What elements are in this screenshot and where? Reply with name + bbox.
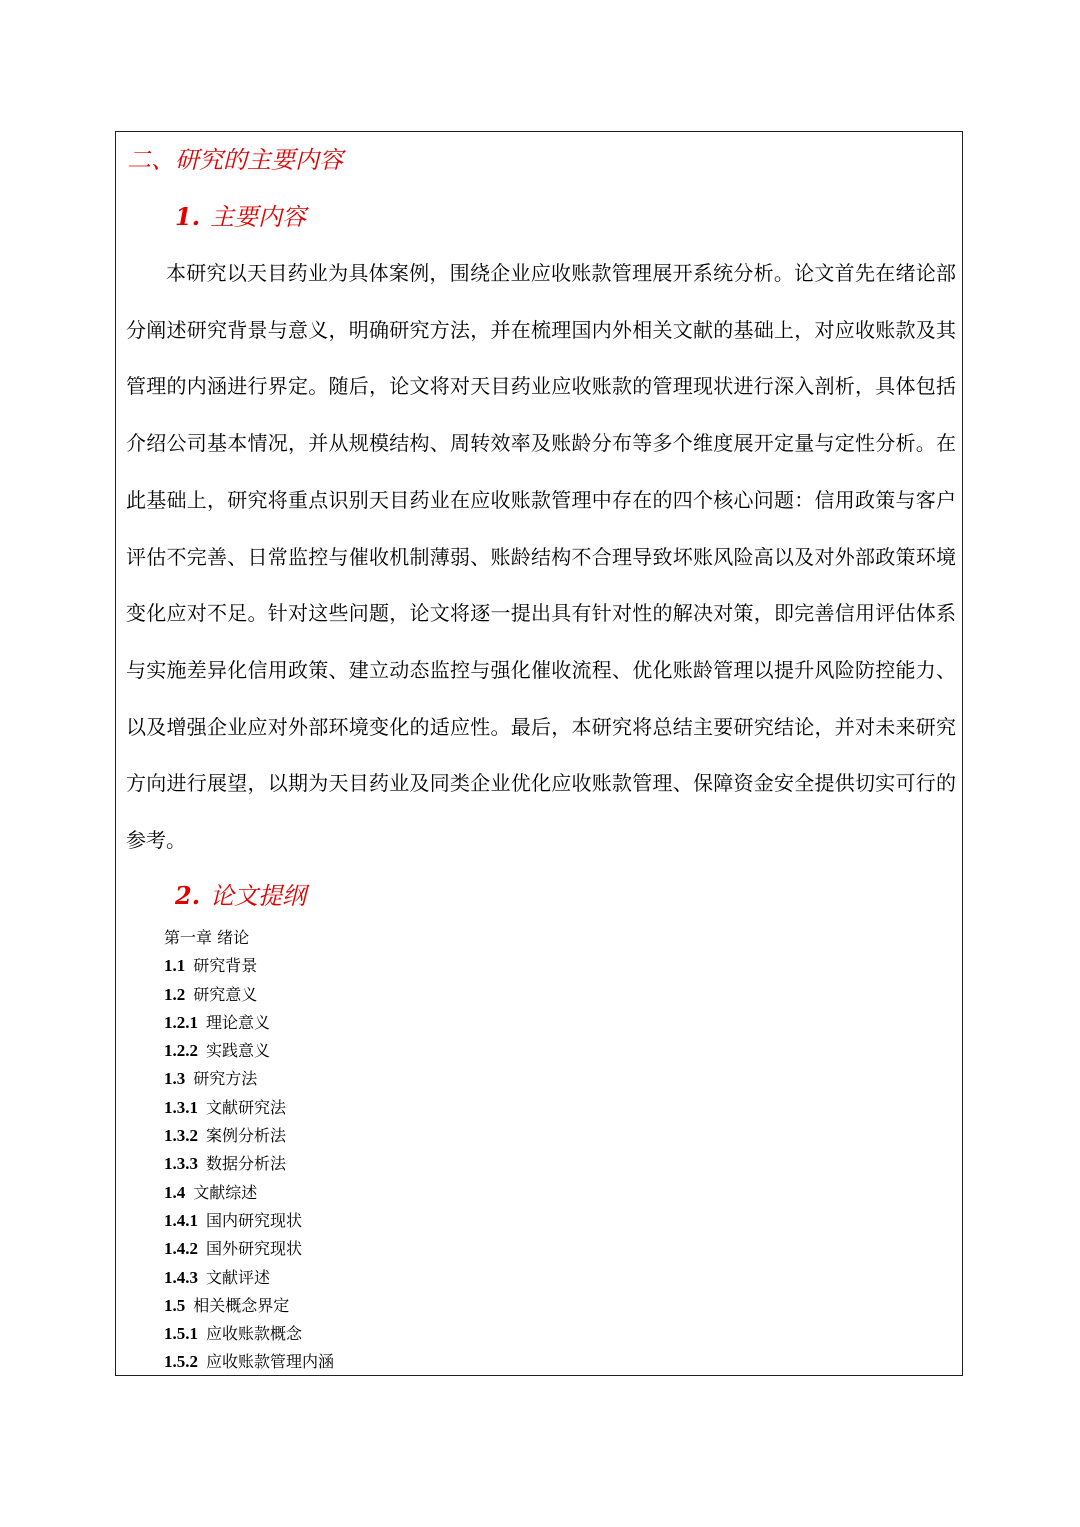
outline-item-number: 1.2.2 [164, 1041, 198, 1061]
outline-item [164, 1065, 334, 1093]
outline-item-number: 1.5.2 [164, 1352, 198, 1372]
outline-item [164, 1207, 334, 1235]
outline-item-text: 案例分析法 [206, 1126, 287, 1146]
outline-item-text: 理论意义 [206, 1012, 271, 1032]
subsection-number: 2. [175, 881, 201, 910]
outline-item-text: 文献评述 [206, 1267, 271, 1287]
outline-item-text: 应收账款概念 [206, 1324, 303, 1344]
outline-item-number: 1.5 [164, 1295, 186, 1315]
outline-item [164, 1009, 334, 1037]
main-content-paragraph: 本研究以天目药业为具体案例，围绕企业应收账款管理展开系统分析。论文首先在绪论部分阐述研究背景与意义，明确研究方法，并在梳理国内外相关文献的基础上，对应收账款及其管理的内涵进行界定。随后，论文将对天目药业应收账款的管理现状进行深入剖析，具体包括介绍公司基本情况，并从规模结构、周转效率及账龄分布等多个维度展开定量与定性分析。在此基础上，研究将重点识别天目药业在应收账款管理中存在的四个核心问题：信用政策与客户评估不完善、日常监控与催收机制薄弱、账龄结构不合理导致坏账风险高以及对外部政策环境变化应对不足。针对这些问题，论文将逐一提出具有针对性的解决对策，即完善信用评估体系与实施差异化信用政策、建立动态监控与强化催收流程、优化账龄管理以提升风险防控能力、以及增强企业应对外部环境变化的适应性。最后，本研究将总结主要研究结论，并对未来研究方向进行展望，以期为天目药业及同类企业优化应收账款管理、保障资金安全提供切实可行的参考。 [126, 261, 956, 853]
subsection-title-outline [175, 876, 306, 916]
outline-item-number: 1.2 [164, 984, 186, 1004]
outline-item-number: 1.5.1 [164, 1324, 198, 1344]
outline-item-text: 第一章 绪论 [164, 928, 250, 947]
subsection-label: 主要内容 [210, 203, 307, 231]
thesis-outline [164, 924, 334, 1377]
outline-item-number: 1.4.1 [164, 1210, 198, 1230]
outline-item-number: 1.3.1 [164, 1097, 198, 1117]
outline-item [164, 1264, 334, 1292]
outline-item-number: 1.4.2 [164, 1239, 198, 1259]
outline-item-text: 国内研究现状 [206, 1210, 303, 1230]
outline-item-text: 研究意义 [193, 984, 258, 1004]
outline-item-number: 1.3 [164, 1069, 186, 1089]
outline-item-text: 相关概念界定 [193, 1295, 290, 1315]
outline-item-number: 1.4.3 [164, 1267, 198, 1287]
outline-item [164, 1037, 334, 1065]
outline-item-text: 研究方法 [193, 1069, 258, 1089]
outline-item [164, 981, 334, 1009]
outline-item [164, 924, 334, 952]
outline-item [164, 1094, 334, 1122]
outline-item [164, 1348, 334, 1376]
subsection-title-main-content [175, 197, 306, 237]
outline-item [164, 1235, 334, 1263]
outline-item-number: 1.3.3 [164, 1154, 198, 1174]
outline-item [164, 1179, 334, 1207]
outline-item-text: 实践意义 [206, 1041, 271, 1061]
outline-item-text: 数据分析法 [206, 1154, 287, 1174]
subsection-label: 论文提纲 [210, 882, 307, 910]
outline-item-text: 应收账款管理内涵 [206, 1352, 335, 1372]
outline-item-number: 1.3.2 [164, 1126, 198, 1146]
outline-item [164, 1320, 334, 1348]
outline-item-text: 文献综述 [193, 1182, 258, 1202]
outline-item [164, 1122, 334, 1150]
subsection-number: 1. [175, 202, 201, 231]
outline-item-number: 1.2.1 [164, 1012, 198, 1032]
outline-item-number: 1.4 [164, 1182, 186, 1202]
outline-item-text: 研究背景 [193, 956, 258, 976]
section-title: 二、研究的主要内容 [127, 146, 343, 174]
outline-item [164, 1292, 334, 1320]
outline-item-number: 1.1 [164, 956, 186, 976]
outline-item [164, 952, 334, 980]
outline-item-text: 国外研究现状 [206, 1239, 303, 1259]
outline-item-text: 文献研究法 [206, 1097, 287, 1117]
outline-item [164, 1150, 334, 1178]
